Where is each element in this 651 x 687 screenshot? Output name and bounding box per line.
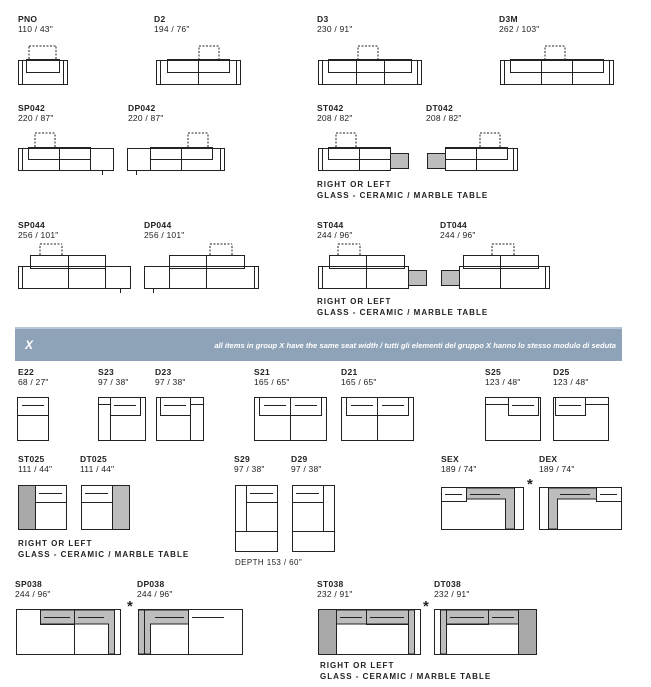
right-or-left-note: RIGHT OR LEFT: [18, 539, 93, 548]
sofa-d21: [342, 397, 414, 441]
group-letter: X: [25, 338, 34, 352]
sofa-sp044: [19, 244, 131, 293]
item-code: D2: [154, 14, 166, 24]
item-dimension: 123 / 48": [485, 377, 521, 387]
item-dimension: 110 / 43": [18, 24, 53, 34]
sofa-dt038: [435, 610, 537, 655]
item-dimension: 256 / 101": [18, 230, 59, 240]
item-dimension: 189 / 74": [539, 464, 575, 474]
item-dimension: 97 / 38": [155, 377, 186, 387]
right-or-left-note: RIGHT OR LEFT: [317, 297, 392, 306]
sofa-s23: [99, 398, 146, 441]
sofa-dp038: [139, 610, 243, 655]
sofa-dt025: [82, 486, 130, 530]
item-dimension: 208 / 82": [317, 113, 353, 123]
sofa-dt044: [442, 244, 550, 289]
item-code: S23: [98, 367, 115, 377]
sofa-d25: [554, 398, 609, 441]
item-dimension: 244 / 96": [440, 230, 476, 240]
item-code: SEX: [441, 454, 459, 464]
sofa-dex: [540, 488, 622, 530]
item-dimension: 68 / 27": [18, 377, 49, 387]
item-code: DT042: [426, 103, 454, 113]
item-code: DP038: [137, 579, 165, 589]
item-dimension: 194 / 76": [154, 24, 190, 34]
item-dimension: 262 / 103": [499, 24, 540, 34]
sofa-pno: [19, 46, 68, 85]
item-dimension: 165 / 65": [254, 377, 290, 387]
item-dimension: 111 / 44": [80, 464, 115, 474]
item-code: DT038: [434, 579, 462, 589]
item-dimension: 189 / 74": [441, 464, 477, 474]
item-code: ST038: [317, 579, 344, 589]
item-code: SP038: [15, 579, 43, 589]
item-code: D23: [155, 367, 172, 377]
asterisk-mark: *: [423, 598, 429, 615]
item-dimension: 123 / 48": [553, 377, 589, 387]
item-code: D25: [553, 367, 570, 377]
sofa-s25: [486, 398, 541, 441]
item-code: DP044: [144, 220, 172, 230]
table-note: GLASS - CERAMIC / MARBLE TABLE: [317, 191, 489, 200]
item-dimension: 165 / 65": [341, 377, 377, 387]
item-dimension: 244 / 96": [15, 589, 51, 599]
item-dimension: 97 / 38": [291, 464, 322, 474]
item-dimension: 256 / 101": [144, 230, 185, 240]
item-code: D21: [341, 367, 358, 377]
item-code: E22: [18, 367, 35, 377]
item-dimension: 244 / 96": [317, 230, 353, 240]
item-code: DP042: [128, 103, 156, 113]
sofa-sex: [442, 488, 524, 530]
sofa-dp042: [128, 133, 225, 175]
item-dimension: 232 / 91": [317, 589, 353, 599]
sofa-dp044: [145, 244, 259, 293]
item-code: PNO: [18, 14, 38, 24]
item-code: DEX: [539, 454, 558, 464]
item-code: DT044: [440, 220, 468, 230]
sofa-d29: [293, 485, 335, 552]
sofa-dt042: [428, 133, 518, 171]
item-code: S25: [485, 367, 502, 377]
sofa-st025: [19, 486, 67, 530]
item-code: SP042: [18, 103, 46, 113]
group-description: all items in group X have the same seat width / tutti gli elementi del gruppo X hanno lo stesso modulo di seduta: [214, 341, 616, 350]
sofa-sp042: [19, 133, 114, 175]
item-dimension: 230 / 91": [317, 24, 353, 34]
sofa-d2: [157, 46, 241, 85]
item-dimension: 220 / 87": [18, 113, 54, 123]
item-code: D3: [317, 14, 329, 24]
sofa-st038: [319, 610, 421, 655]
item-code: SP044: [18, 220, 46, 230]
item-dimension: 220 / 87": [128, 113, 164, 123]
sofa-e22: [18, 398, 49, 441]
sofa-st042: [319, 133, 409, 171]
item-code: ST044: [317, 220, 344, 230]
item-code: D3M: [499, 14, 518, 24]
item-dimension: 111 / 44": [18, 464, 53, 474]
sofa-sp038: [17, 610, 121, 655]
item-dimension: 97 / 38": [98, 377, 129, 387]
sofa-d3: [319, 46, 422, 85]
item-dimension: 97 / 38": [234, 464, 265, 474]
sofa-d23: [157, 398, 204, 441]
table-note: GLASS - CERAMIC / MARBLE TABLE: [317, 308, 489, 317]
item-code: D29: [291, 454, 308, 464]
item-dimension: 208 / 82": [426, 113, 462, 123]
sofa-st044: [319, 244, 427, 289]
item-code: ST025: [18, 454, 45, 464]
table-note: GLASS - CERAMIC / MARBLE TABLE: [18, 550, 190, 559]
right-or-left-note: RIGHT OR LEFT: [317, 180, 392, 189]
asterisk-mark: *: [127, 598, 133, 615]
table-note: GLASS - CERAMIC / MARBLE TABLE: [320, 672, 492, 681]
right-or-left-note: RIGHT OR LEFT: [320, 661, 395, 670]
asterisk-mark: *: [527, 476, 533, 493]
sofa-d3m: [501, 46, 614, 85]
sofa-s21: [255, 397, 327, 441]
item-dimension: 232 / 91": [434, 589, 470, 599]
item-code: ST042: [317, 103, 344, 113]
depth-note: DEPTH 153 / 60": [235, 558, 303, 567]
item-code: S29: [234, 454, 251, 464]
sofa-s29: [236, 485, 278, 552]
item-code: S21: [254, 367, 271, 377]
item-dimension: 244 / 96": [137, 589, 173, 599]
item-code: DT025: [80, 454, 108, 464]
